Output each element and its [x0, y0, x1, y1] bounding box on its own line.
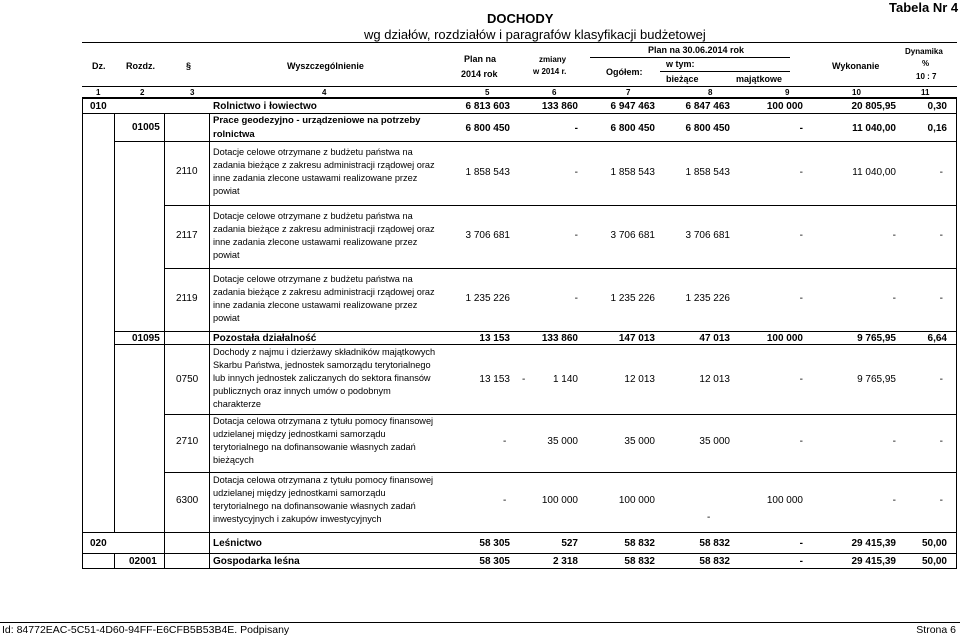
- cell-majatkowe: 100 000: [766, 495, 803, 506]
- cell-plan: 3 706 681: [465, 230, 510, 241]
- col-ogolem: Ogółem:: [606, 67, 643, 77]
- cell-wykonanie: 29 415,39: [851, 556, 896, 567]
- cell-zmiany: 527: [561, 538, 578, 549]
- col-number: 4: [322, 88, 327, 97]
- row-name: Leśnictwo: [213, 538, 262, 549]
- col-dynamika-1: Dynamika: [905, 47, 943, 56]
- cell-wykonanie: 9 765,95: [857, 333, 896, 344]
- cell-zmiany: 133 860: [541, 101, 578, 112]
- row-code: 2110: [176, 166, 198, 177]
- cell-biezace: 1 235 226: [685, 293, 730, 304]
- cell-biezace: 1 858 543: [685, 167, 730, 178]
- col-zmiany-2: w 2014 r.: [533, 67, 567, 76]
- cell-dynamika: 0,30: [927, 101, 947, 112]
- row-name: Rolnictwo i łowiectwo: [213, 101, 317, 112]
- cell-zmiany: 100 000: [541, 495, 578, 506]
- col-dynamika-2: %: [922, 59, 930, 68]
- cell-majatkowe: -: [799, 538, 803, 549]
- cell-dynamika: -: [939, 230, 943, 241]
- cell-zmiany: -: [574, 123, 578, 134]
- row-description: Dotacje celowe otrzymane z budżetu państwa na zadania bieżące z zakresu administracji rządowej oraz inne zadania zlecone ustawami realizowane przez powiat: [213, 147, 435, 196]
- row-description: Dochody z najmu i dzierżawy składników majątkowych Skarbu Państwa, jednostek samorządu terytorialnego lub innych jednostek zaliczanych do sektora finansów publicznych oraz innych umów o podobnym charakterze: [213, 347, 436, 409]
- cell-biezace: 35 000: [699, 436, 730, 447]
- row-code: 2117: [176, 230, 198, 241]
- cell-ogolem: 6 800 450: [610, 123, 655, 134]
- cell-biezace: 3 706 681: [685, 230, 730, 241]
- cell-dynamika: -: [939, 374, 943, 385]
- row-name: Prace geodezyjno - urządzeniowe na potrzeby: [213, 115, 421, 126]
- cell-wykonanie: 9 765,95: [857, 374, 896, 385]
- cell-ogolem: 35 000: [624, 436, 655, 447]
- cell-ogolem: 58 832: [624, 538, 655, 549]
- row-name: Gospodarka leśna: [213, 556, 300, 567]
- cell-plan: 6 813 603: [465, 101, 510, 112]
- col-rozdz: Rozdz.: [126, 61, 155, 71]
- col-wyszczegolnienie: Wyszczególnienie: [287, 61, 364, 71]
- cell-majatkowe: 100 000: [766, 101, 803, 112]
- cell-wykonanie: 11 040,00: [852, 167, 896, 178]
- cell-majatkowe: 100 000: [766, 333, 803, 344]
- cell-dynamika: 50,00: [921, 538, 947, 549]
- row-code: 0750: [176, 374, 199, 385]
- col-number: 1: [96, 88, 101, 97]
- col-number: 3: [190, 88, 195, 97]
- row-code: 2710: [176, 436, 199, 447]
- cell-zmiany: 2 318: [552, 556, 578, 567]
- row-description: Dotacje celowe otrzymane z budżetu państwa na zadania bieżące z zakresu administracji rządowej oraz inne zadania zlecone ustawami realizowane przez powiat: [213, 274, 435, 323]
- cell-biezace: 6 847 463: [685, 101, 730, 112]
- table-number: Tabela Nr 4: [889, 0, 959, 15]
- col-w-tym: w tym:: [666, 59, 695, 69]
- cell-ogolem: 1 235 226: [610, 293, 655, 304]
- row-description: Dotacje celowe otrzymane z budżetu państwa na zadania bieżące z zakresu administracji rządowej oraz inne zadania zlecone ustawami realizowane przez powiat: [213, 211, 435, 260]
- cell-plan: -: [503, 436, 507, 447]
- cell-wykonanie: -: [892, 293, 896, 304]
- cell-biezace: 47 013: [699, 333, 730, 344]
- col-number: 2: [140, 88, 145, 97]
- cell-zmiany: -: [574, 293, 578, 304]
- row-code: 020: [90, 538, 107, 549]
- col-plan-3006: Plan na 30.06.2014 rok: [648, 45, 745, 55]
- row-code: 01005: [132, 122, 160, 133]
- cell-dynamika: 50,00: [921, 556, 947, 567]
- page-number: Strona 6: [916, 624, 956, 636]
- col-number: 5: [485, 88, 490, 97]
- cell-plan: 58 305: [479, 538, 510, 549]
- cell-plan: 58 305: [479, 556, 510, 567]
- cell-ogolem: 12 013: [624, 374, 655, 385]
- cell-ogolem: 147 013: [618, 333, 655, 344]
- cell-plan: 1 235 226: [465, 293, 510, 304]
- cell-plan: 13 153: [479, 333, 510, 344]
- cell-ogolem: 100 000: [618, 495, 655, 506]
- cell-biezace: 58 832: [699, 538, 730, 549]
- col-number: 6: [552, 88, 557, 97]
- cell-dynamika: -: [939, 436, 943, 447]
- cell-wykonanie: -: [892, 495, 896, 506]
- col-number: 11: [921, 88, 930, 97]
- cell-ogolem: 58 832: [624, 556, 655, 567]
- col-number: 7: [626, 88, 631, 97]
- cell-majatkowe: -: [799, 167, 803, 178]
- row-code: 010: [90, 101, 107, 112]
- cell-plan: 13 153: [479, 374, 510, 385]
- cell-zmiany: 35 000: [547, 436, 578, 447]
- cell-biezace: 12 013: [699, 374, 730, 385]
- row-description: Dotacja celowa otrzymana z tytułu pomocy finansowej udzielanej między jednostkami samorządu terytorialnego na dofinansowanie własnych zadań inwestycyjnych i zakupów inwestycyjnych: [213, 475, 434, 524]
- row-code: 2119: [176, 293, 198, 304]
- page-subtitle: wg działów, rozdziałów i paragrafów klasyfikacji budżetowej: [364, 27, 706, 42]
- cell-wykonanie: 11 040,00: [852, 123, 896, 134]
- cell-zmiany: 133 860: [541, 333, 578, 344]
- row-description: Dotacja celowa otrzymana z tytułu pomocy finansowej udzielanej między jednostkami samorządu terytorialnego na dofinansowanie własnych zadań bieżących: [213, 416, 434, 465]
- cell-majatkowe: -: [799, 374, 803, 385]
- cell-wykonanie: -: [892, 436, 896, 447]
- cell-majatkowe: -: [799, 123, 803, 134]
- cell-biezace: -: [707, 512, 711, 523]
- cell-wykonanie: 20 805,95: [851, 101, 896, 112]
- row-name-cont: rolnictwa: [213, 129, 255, 140]
- cell-dynamika: -: [939, 293, 943, 304]
- col-dz: Dz.: [92, 61, 106, 71]
- col-paragraph: §: [186, 61, 192, 71]
- col-number: 8: [708, 88, 713, 97]
- cell-zmiany: -: [574, 167, 578, 178]
- cell-plan: 6 800 450: [465, 123, 510, 134]
- col-plan-2: 2014 rok: [461, 69, 498, 79]
- cell-wykonanie: -: [892, 230, 896, 241]
- col-number: 9: [785, 88, 790, 97]
- cell-biezace: 58 832: [699, 556, 730, 567]
- cell-zmiany-sign: -: [522, 374, 526, 385]
- cell-dynamika: 6,64: [927, 333, 947, 344]
- col-number: 10: [852, 88, 861, 97]
- col-biezace: bieżące: [666, 74, 699, 84]
- cell-plan: 1 858 543: [465, 167, 510, 178]
- cell-ogolem: 1 858 543: [610, 167, 655, 178]
- col-wykonanie: Wykonanie: [832, 61, 880, 71]
- page-title: DOCHODY: [487, 11, 554, 26]
- cell-ogolem: 6 947 463: [610, 101, 655, 112]
- col-dynamika-3: 10 : 7: [916, 72, 937, 81]
- row-code: 6300: [176, 495, 199, 506]
- col-majatkowe: majątkowe: [736, 74, 783, 84]
- cell-biezace: 6 800 450: [685, 123, 730, 134]
- cell-majatkowe: -: [799, 293, 803, 304]
- row-code: 01095: [132, 333, 160, 344]
- col-zmiany-1: zmiany: [539, 55, 567, 64]
- cell-majatkowe: -: [799, 556, 803, 567]
- cell-zmiany: -: [574, 230, 578, 241]
- cell-majatkowe: -: [799, 230, 803, 241]
- cell-dynamika: -: [939, 495, 943, 506]
- col-plan-1: Plan na: [464, 54, 497, 64]
- cell-dynamika: 0,16: [927, 123, 947, 134]
- cell-majatkowe: -: [799, 436, 803, 447]
- document-id: Id: 84772EAC-5C51-4D60-94FF-E6CFB5B53B4E. Podpisany: [2, 624, 290, 636]
- cell-plan: -: [503, 495, 507, 506]
- cell-wykonanie: 29 415,39: [851, 538, 896, 549]
- cell-zmiany: 1 140: [552, 374, 578, 385]
- cell-dynamika: -: [939, 167, 943, 178]
- row-name: Pozostała działalność: [213, 333, 317, 344]
- cell-ogolem: 3 706 681: [610, 230, 655, 241]
- row-code: 02001: [129, 556, 157, 567]
